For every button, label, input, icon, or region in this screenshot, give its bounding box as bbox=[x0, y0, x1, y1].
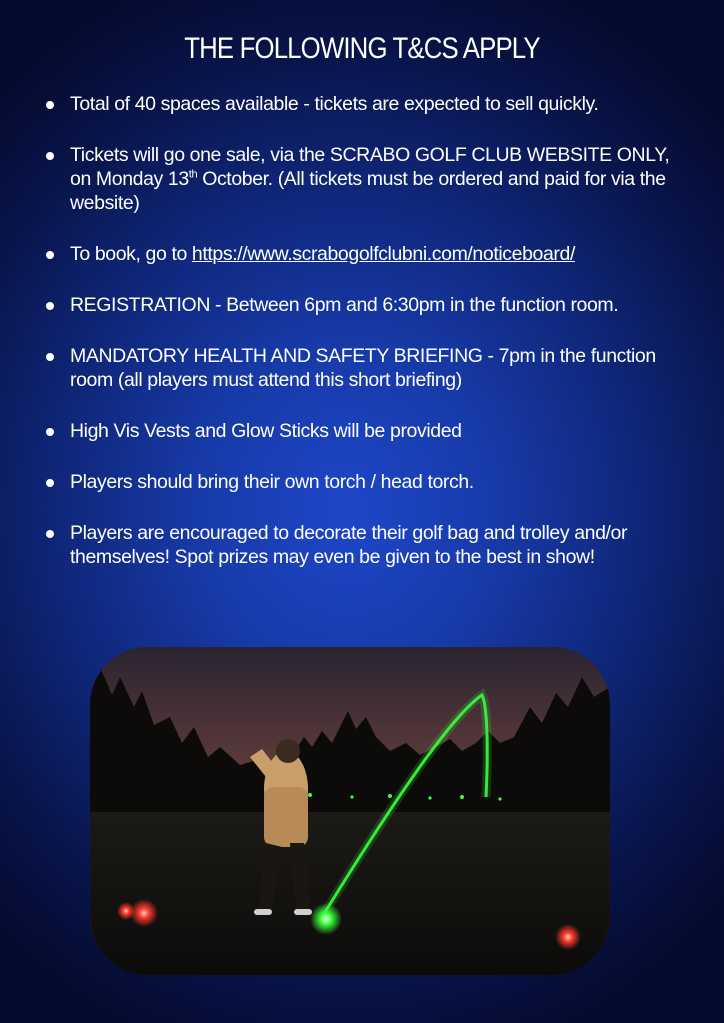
page-title: THE FOLLOWING T&CS APPLY bbox=[184, 32, 540, 65]
list-item bbox=[42, 344, 682, 392]
list-item-text: Total of 40 spaces available - tickets are expected to sell quickly. bbox=[70, 93, 599, 115]
green-glow-ball bbox=[310, 903, 342, 935]
list-item-text bbox=[70, 242, 682, 266]
bullet-icon bbox=[46, 479, 54, 487]
list-item bbox=[42, 419, 682, 443]
list-item bbox=[42, 470, 682, 494]
fairway bbox=[90, 812, 610, 975]
list-item-text: REGISTRATION - Between 6pm and 6:30pm in the function room. bbox=[70, 294, 619, 316]
bullet-icon bbox=[46, 302, 54, 310]
list-item-text: MANDATORY HEALTH AND SAFETY BRIEFING - 7pm in the function room (all players must attend this short briefing) bbox=[70, 345, 656, 391]
bullet-icon bbox=[46, 530, 54, 538]
red-glow-marker bbox=[555, 924, 581, 950]
list-item-text-part: Tickets will go one sale, via the SCRABO GOLF CLUB WEBSITE ONLY, on Monday 13 bbox=[70, 144, 670, 190]
list-item-text-part: October. (All tickets must be ordered and paid for via the website) bbox=[70, 168, 666, 214]
list-item bbox=[42, 143, 682, 215]
list-item bbox=[42, 92, 682, 116]
ordinal-suffix: th bbox=[188, 168, 198, 181]
list-item-text: High Vis Vests and Glow Sticks will be provided bbox=[70, 420, 462, 442]
list-item-text: Players are encouraged to decorate their golf bag and trolley and/or themselves! Spot prizes may even be given to the best in show! bbox=[70, 522, 628, 568]
list-item bbox=[42, 242, 682, 266]
bullet-icon bbox=[46, 251, 54, 259]
bullet-icon bbox=[46, 152, 54, 160]
noticeboard-link[interactable]: https://www.scrabogolfclubni.com/noticeboard/ bbox=[191, 243, 575, 265]
list-item-text-part: To book, go to bbox=[70, 243, 192, 265]
list-item bbox=[42, 521, 682, 569]
list-item bbox=[42, 293, 682, 317]
list-item-text: Players should bring their own torch / head torch. bbox=[70, 471, 474, 493]
terms-list bbox=[42, 92, 682, 596]
red-glow-marker bbox=[117, 902, 135, 920]
bullet-icon bbox=[46, 353, 54, 361]
night-golf-photo bbox=[90, 647, 610, 975]
list-item-text bbox=[70, 143, 682, 215]
bullet-icon bbox=[46, 101, 54, 109]
night-golf-illustration bbox=[90, 647, 610, 975]
bullet-icon bbox=[46, 428, 54, 436]
